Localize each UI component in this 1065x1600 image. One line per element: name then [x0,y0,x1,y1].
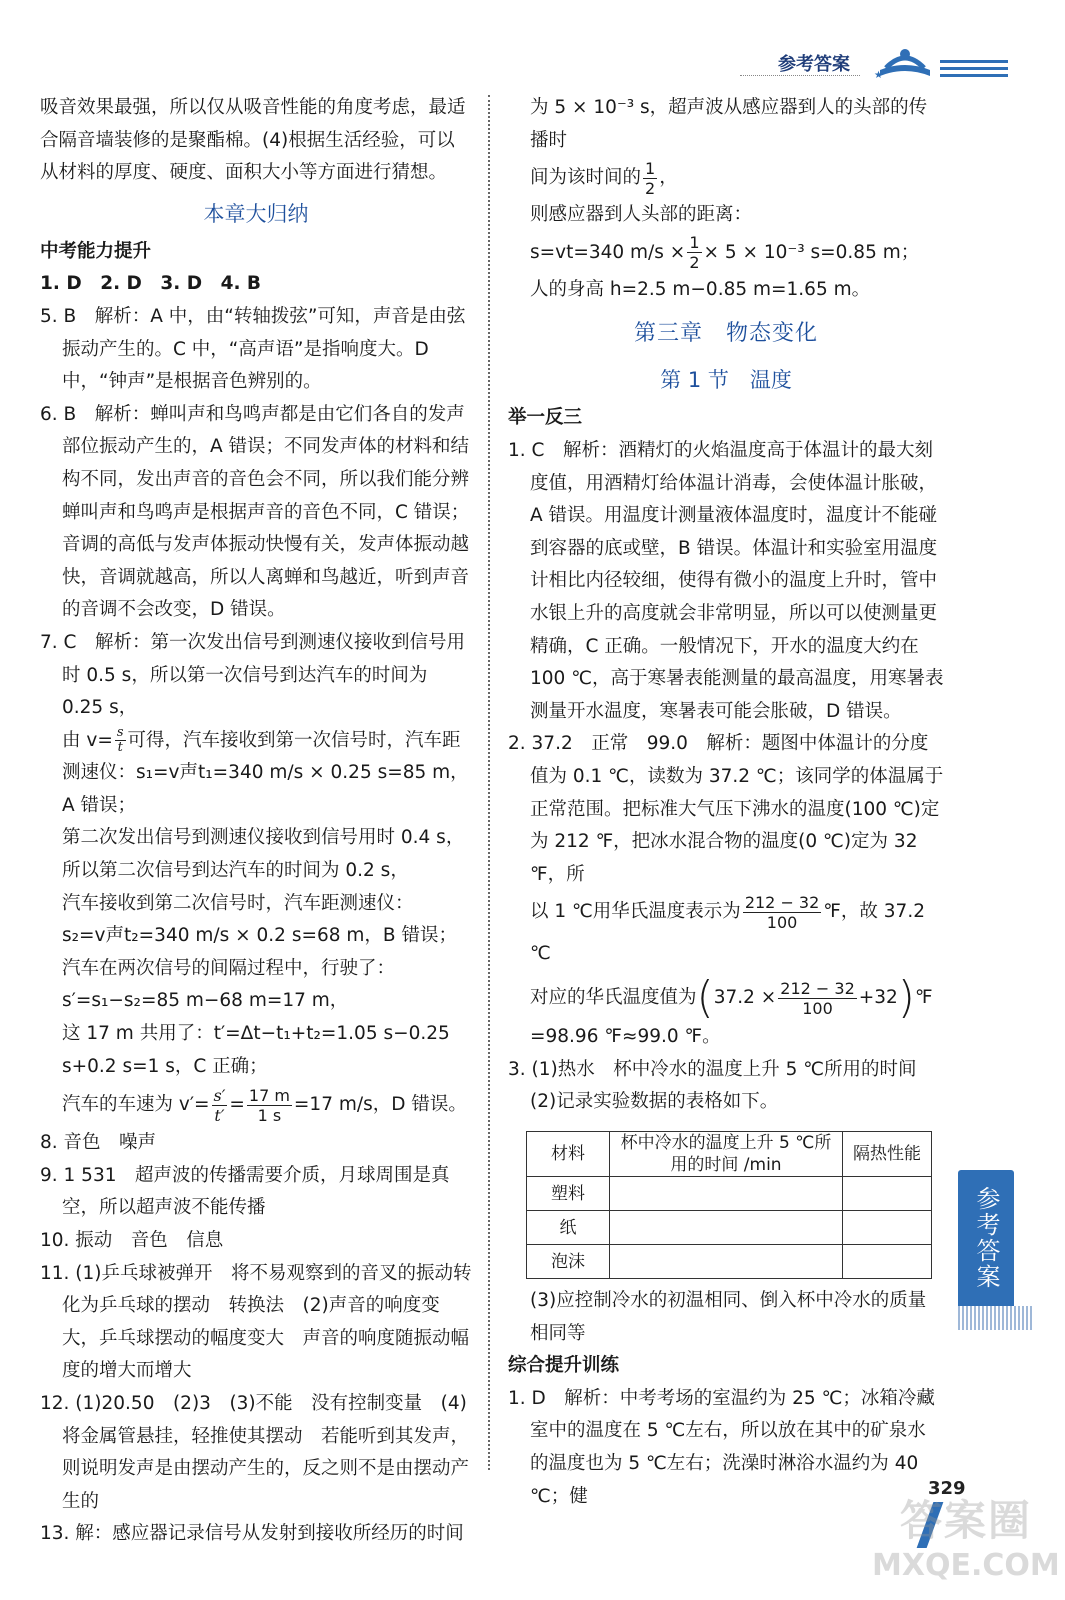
header-label: 参考答案 [778,54,850,75]
chapter-title: 第三章 物态变化 [633,321,818,347]
fahrenheit-text: 以 1 ℃用华氏温度表示为 [530,901,741,923]
table-cell-material: 纸 [527,1211,610,1245]
frac-numerator: 1 [689,233,700,253]
header-stripes [940,58,1008,80]
answer-11: 11. (1)乒乓球被弹开 将不易观察到的音叉的振动转化为乒乓球的摆动 转换法 (2)声音的响度变大，乒乓球摆动的幅度变大 声音的响度随振动幅度的增大而增大 [40,1262,472,1382]
answer-9: 9. 1 531 超声波的传播需要介质，月球周围是真空，所以超声波不能传播 [40,1164,450,1219]
fahrenheit-fraction-2 [778,979,856,1018]
subhead-zonghe: 综合提升训练 [508,1355,620,1377]
half-fraction [643,159,657,198]
answer-7-line2 [40,725,472,823]
q7-result: =17 m/s，D 错误。 [293,1094,467,1116]
section-title-temperature: 第 1 节 温度 [660,368,792,393]
table-row [527,1245,932,1279]
watermark-line1: 答案圈 [900,1496,1033,1545]
table-header-row [527,1132,932,1177]
fahrenheit-text-b: ℉，故 37.2 ℃ [530,901,925,965]
section-title: 本章大归纳 [203,201,309,226]
cont-line1: 为 5 × 10⁻³ s，超声波从感应器到人的头部的传播时 [530,97,928,151]
left-paren: ( [696,972,714,1024]
answer-7-line8: 这 17 m 共用了：t′=Δt−t₁+t₂=1.05 s−0.25 s+0.2 s=1 s，C 正确； [62,1023,450,1077]
r-answer-3-line1: 3. (1)热水 杯中冷水的温度上升 5 ℃所用的时间 [508,1058,917,1080]
svg-text:★: ★ [874,70,883,80]
r-answer-1: 1. C 解析：酒精灯的火焰温度高于体温计的最大刻度值，用酒精灯给体温计消毒，会使体温计胀破，A 错误。用温度计测量液体温度时，温度计不能碰到容器的底或壁，B 错误。体温计和实验室用温度计相比内径较细，使得有微小的温度上升时，管中水银上升的高度就会非常明显，所以可以使测量更精确，C 正确。一般情况下，开水的温度大约在 100 ℃，高于寒暑表能测量的最高温度，用寒暑表测量开水温度，寒暑表可能会胀破，D 错误。 [508,439,944,722]
frac-numerator: 212 − 32 [744,892,820,912]
frac-denominator: 2 [689,253,700,273]
table-cell [610,1177,843,1211]
frac-denominator: t [117,740,123,756]
page-number: 329 [928,1478,966,1499]
answer-6: 6. B 解析：蝉叫声和鸟鸣声都是由它们各自的发声部位振动产生的，A 错误；不同发声体的材料和结构不同，发出声音的音色会不同，所以我们能分辨蝉叫声和鸟鸣声是根据声音的音色不同，C 错误；音调的高低与发声体振动快慢有关，发声体振动越快，音调就越高，所以人离蝉和鸟越近，听到声音的音调不会改变，D 错误。 [40,403,470,621]
distance-formula-a: s=vt=340 m/s × [530,241,686,263]
q7-text-b: 可得，汽车接收到第一次信号时，汽车距测速仪：s₁=v声t₁=340 m/s × 0.25 s=85 m，A 错误； [62,729,469,816]
q7-speed-text: 汽车的车速为 v′= [62,1094,210,1116]
right-paren: ) [897,972,915,1024]
book-logo-icon [872,40,938,80]
r-answer-4: 1. D 解析：中考考场的室温约为 25 ℃；冰箱冷藏室中的温度在 5 ℃左右，所以放在其中的矿泉水的温度也为 5 ℃左右；洗澡时淋浴水温约为 40 ℃；健 [508,1387,935,1507]
cont-line2 [508,157,944,199]
experiment-table [526,1131,932,1279]
right-column [508,92,944,1513]
answer-12: 12. (1)20.50 (2)3 (3)不能 没有控制变量 (4)将金属管悬挂，轻推使其摆动 若能听到其发声，则说明发声是由摆动产生的，反之则不是由摆动产生的 [40,1392,470,1512]
r-answer-3-line2: (2)记录实验数据的表格如下。 [530,1091,779,1113]
frac-numerator: s′ [213,1085,226,1105]
fahrenheit-expr-b: +32 [858,987,898,1009]
frac-denominator: 100 [802,998,833,1018]
r-answer-3-line3: (3)应控制冷水的初温相同、倒入杯中冷水的质量相同等 [530,1290,927,1344]
frac-numerator: 1 [645,158,656,178]
left-column [40,92,472,1551]
cont-comma: ， [659,167,678,189]
answer-7-line7: s′=s₁−s₂=85 m−68 m=17 m， [62,990,349,1012]
cont-line3: 则感应器到人头部的距离： [530,204,753,226]
cont-line5: 人的身高 h=2.5 m−0.85 m=1.65 m。 [530,278,871,300]
answer-7-line6: 汽车在两次信号的间隔过程中，行驶了： [62,957,396,979]
left-intro: 吸音效果最强，所以仅从吸音性能的角度考虑，最适合隔音墙装修的是聚酯棉。(4)根据生活经验，可以从材料的厚度、硬度、面积大小等方面进行猜想。 [40,97,466,184]
table-header: 材料 [527,1132,610,1177]
subhead-zhongkao: 中考能力提升 [40,240,152,262]
answer-8: 8. 音色 噪声 [40,1132,157,1154]
table-cell-material: 塑料 [527,1177,610,1211]
q7-fraction-17m-1s [247,1086,292,1125]
fahrenheit-value-text: 对应的华氏温度值为 [530,987,697,1009]
table-cell [610,1245,843,1279]
side-tab [958,1170,1014,1306]
fahrenheit-unit: ℉ [914,987,933,1009]
q7-fraction-s-t [212,1086,228,1125]
answer-7-line3: 第二次发出信号到测速仪接收到信号用时 0.4 s，所以第二次信号到达汽车的时间为 0.2 s， [62,827,465,882]
table-cell [843,1245,932,1279]
r-answer-2: 2. 37.2 正常 99.0 解析：题图中体温计的分度值为 0.1 ℃，读数为 37.2 ℃；该同学的体温属于正常范围。把标准大气压下沸水的温度(100 ℃)定为 212 ℉，把冰水混合物的温度(0 ℃)定为 32 ℉，所 [508,733,944,885]
frac-denominator: 2 [645,178,656,198]
r-answer-2-line4: =98.96 ℉≈99.0 ℉。 [530,1026,721,1048]
side-tab-label: 参考答案 [972,1186,1000,1290]
answer-7-line5: s₂=v声t₂=340 m/s × 0.2 s=68 m，B 错误； [62,925,457,947]
subhead-juyifansan: 举一反三 [508,407,583,429]
watermark-line2: MXQE.COM [872,1548,1060,1583]
table-header: 隔热性能 [843,1132,932,1177]
table-cell-material: 泡沫 [527,1245,610,1279]
table-row [527,1177,932,1211]
column-divider [488,95,490,1470]
frac-numerator: 17 m [248,1085,290,1105]
fahrenheit-fraction [743,893,821,932]
q7-equals: = [229,1094,245,1116]
fahrenheit-expr-a: 37.2 × [713,987,777,1009]
frac-denominator: t′ [214,1105,225,1125]
half-fraction-2 [687,233,701,272]
table-cell [843,1211,932,1245]
frac-numerator: 212 − 32 [780,978,855,998]
answer-5: 5. B 解析：A 中，由“转轴拨弦”可知，声音是由弦振动产生的。C 中，“高声语”是指响度大。D 中，“钟声”是根据音色辨别的。 [40,305,466,393]
r-answer-2-line2 [508,891,944,975]
q7-fraction-v [115,726,126,755]
side-tab-hatch [958,1306,1032,1330]
answers-1-4: 1. D 2. D 3. D 4. B [40,273,262,295]
answer-7-line9 [40,1083,472,1127]
r-answer-2-line3 [508,972,944,1024]
frac-denominator: 1 s [257,1105,282,1125]
frac-numerator: s [116,725,124,741]
answer-7-line4: 汽车接收到第二次信号时，汽车距测速仪： [62,892,414,914]
table-row [527,1211,932,1245]
table-header: 杯中冷水的温度上升 5 ℃所用的时间 /min [610,1132,843,1177]
cont-text: 间为该时间的 [530,167,642,189]
q7-text-a: 由 v= [62,729,113,751]
table-cell [610,1211,843,1245]
cont-line4 [508,232,944,274]
answer-13: 13. 解：感应器记录信号从发射到接收所经历的时间 [40,1523,464,1545]
frac-denominator: 100 [766,912,798,932]
distance-formula-b: × 5 × 10⁻³ s=0.85 m； [703,241,920,263]
answer-10: 10. 振动 音色 信息 [40,1230,224,1251]
answer-7-line1: 7. C 解析：第一次发出信号到测速仪接收到信号用时 0.5 s，所以第一次信号到达汽车的时间为 0.25 s， [40,631,465,719]
table-cell [843,1177,932,1211]
